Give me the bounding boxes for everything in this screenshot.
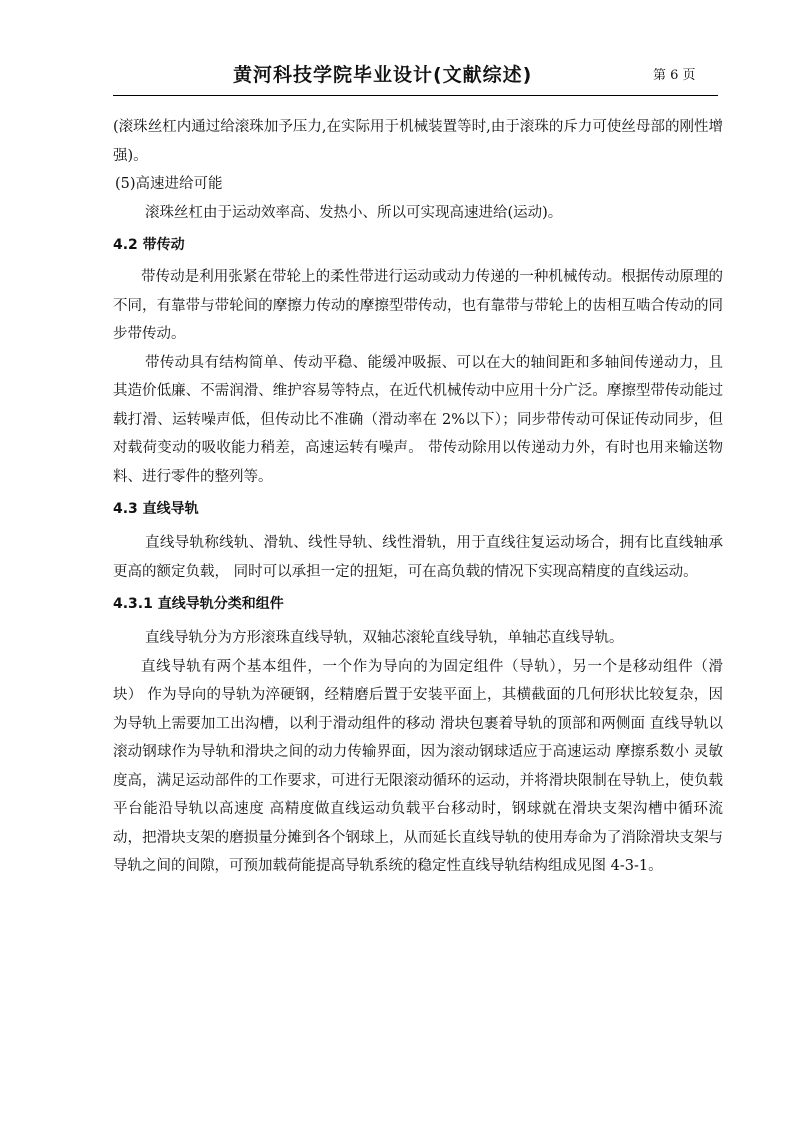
list-item-high-speed-feed: (5)高速进给可能: [115, 176, 223, 192]
paragraph-linear-guide-types: 直线导轨分为方形滚珠直线导轨，双轴芯滚轮直线导轨，单轴芯直线导轨。: [145, 630, 624, 646]
section-heading-belt-drive: 4.2 带传动: [113, 237, 185, 253]
paragraph-ball-screw-preload: (滚珠丝杠内通过给滚珠加予压力,在实际用于机械装置等时,由于滚珠的斥力可使丝母部的刚性增强)。: [113, 119, 723, 164]
paragraph-belt-drive-features: 带传动具有结构简单、传动平稳、能缓冲吸振、可以在大的轴间距和多轴间传递动力，且其造价低廉、不需润滑、维护容易等特点，在近代机械传动中应用十分广泛。摩擦型带传动能过载打滑、运转噪声低，但传动比不准确（滑动率在 2%以下）；同步带传动可保证传动同步，但对载荷变动的吸收能力稍差，高速运转有噪声。 带传动除用以传递动力外，有时也用来输送物料、进行零件的整列等。: [113, 354, 723, 485]
paragraph-high-speed-feed: 滚珠丝杠由于运动效率高、发热小、所以可实现高速进给(运动)。: [145, 204, 563, 221]
subsection-heading-linear-guide-types: 4.3.1 直线导轨分类和组件: [113, 596, 284, 612]
page-number: 第 6 页: [653, 68, 696, 83]
paragraph-linear-guide-components: 直线导轨有两个基本组件，一个作为导向的为固定组件（导轨），另一个是移动组件（滑块） 作为导向的导轨为淬硬钢，经精磨后置于安装平面上，其横截面的几何形状比较复杂，因为导轨上需要加工出沟槽，以利于滑动组件的移动 滑块包裹着导轨的顶部和两侧面 直线导轨以滚动钢球作为导轨和滑块之间的动力传输界面，因为滚动钢球适应于高速运动 摩擦系数小 灵敏度高，满足运动部件的工作要求，可进行无限滚动循环的运动，并将滑块限制在导轨上，使负载平台能沿导轨以高速度 高精度做直线运动负载平台移动时，钢球就在滑块支架沟槽中循环流动，把滑块支架的磨损量分摊到各个钢球上，从而延长直线导轨的使用寿命为了消除滑块支架与导轨之间的间隙，可预加载荷能提高导轨系统的稳定性直线导轨结构组成见图 4-3-1。: [113, 658, 723, 874]
paragraph-linear-guide-definition: 直线导轨称线轨、滑轨、线性导轨、线性滑轨，用于直线往复运动场合，拥有比直线轴承更高的额定负载， 同时可以承担一定的扭矩，可在高负载的情况下实现高精度的直线运动。: [113, 535, 723, 580]
document-body: [113, 113, 723, 881]
header-divider: [113, 95, 718, 96]
paragraph-belt-drive-definition: 带传动是利用张紧在带轮上的柔性带进行运动或动力传递的一种机械传动。根据传动原理的不同，有靠带与带轮间的摩擦力传动的摩擦型带传动，也有靠带与带轮上的齿相互啮合传动的同步带传动。: [113, 269, 723, 342]
section-heading-linear-guide: 4.3 直线导轨: [113, 501, 199, 517]
page-header: [113, 56, 718, 96]
document-title: 黄河科技学院毕业设计(文献综述): [233, 64, 533, 86]
